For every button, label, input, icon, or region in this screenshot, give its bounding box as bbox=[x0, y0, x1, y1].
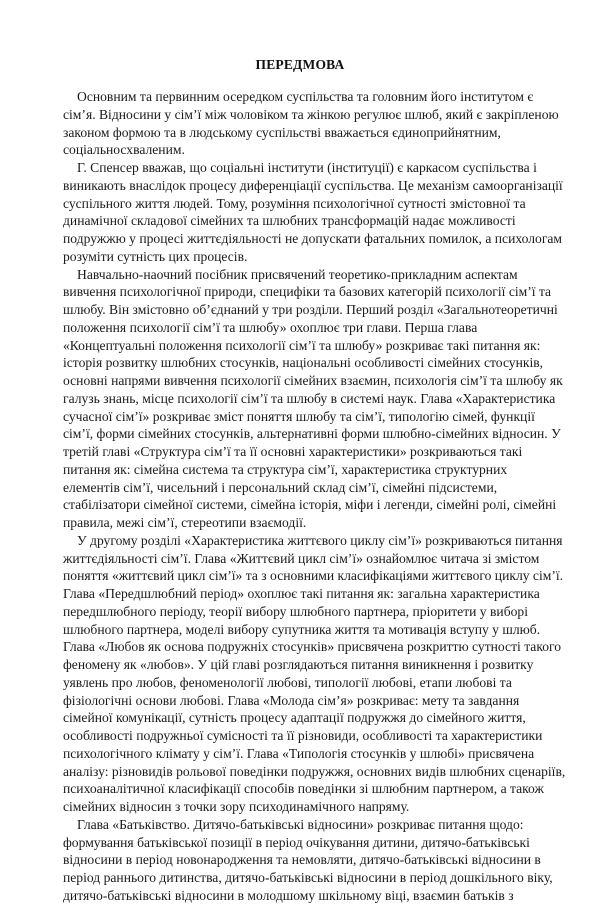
text-line: аналізу: різновидів рольової поведінки подружжя, основних видів шлюбних сценаріїв, bbox=[63, 763, 566, 779]
text-line: законом формою та в людському суспільстві вважається єдиноприйнятним, bbox=[63, 124, 501, 140]
text-line: виникають внаслідок процесу диференціації суспільства. Це механізм самоорганізації bbox=[63, 177, 563, 193]
text-line: сімейної комунікації, сутність процесу адаптації подружжя до сімейного життя, bbox=[63, 710, 526, 726]
text-line: подружжю у процесі життєдіяльності не допускати фатальних помилок, а психологам bbox=[63, 231, 563, 246]
text-line: формування батьківської позиції в період очікування дитини, дитячо-батьківські bbox=[63, 834, 530, 850]
text-line: відносини в період новонародження та немовляти, дитячо-батьківські відносини в bbox=[63, 852, 541, 868]
text-line: правила, межі сім’ї, стереотипи взаємодії. bbox=[63, 515, 307, 530]
text-line: психологічного клімату у сім’ї. Глава «Типологія стосунків у шлюбі» присвячена bbox=[63, 745, 535, 761]
text-line: передшлюбного періоду, теорії вибору шлюбного партнера, пріоритети у виборі bbox=[63, 603, 528, 619]
text-line: питання як: сімейна система та структура сім’ї, характеристика структурних bbox=[63, 461, 508, 477]
text-line: сучасної сім’ї» розкриває зміст поняття шлюбу та сім’ї, типологію сімей, функції bbox=[63, 408, 535, 424]
text-line: історія розвитку шлюбних стосунків, національні особливості сімейних стосунків, bbox=[63, 355, 544, 371]
text-line: Глава «Батьківство. Дитячо-батьківські відносини» розкриває питання щодо: bbox=[77, 816, 524, 832]
text-line: шлюбного партнера, моделі вибору супутника життя та мотивація вступу у шлюб. bbox=[63, 621, 541, 637]
text-line: динамічної складової сімейних та шлюбних трансформацій надає можливості bbox=[63, 213, 516, 229]
document-body bbox=[63, 88, 566, 905]
text-line: третій главі «Структура сім’ї та її основні характеристики» розкриваються такі bbox=[63, 444, 523, 459]
text-line: психоаналітичної класифікації способів поведінки зі шлюбним партнером, а також bbox=[63, 781, 544, 797]
text-line: вивчення психологічної природи, специфіки та базових категорій психології сім’ї та bbox=[63, 284, 552, 300]
text-line: дитячо-батьківські відносини в молодшому шкільному віці, взаємин батьків з bbox=[63, 887, 514, 903]
text-line: основні напрями вивчення психології сімейних взаємин, психологія сім’ї та шлюбу як bbox=[63, 373, 563, 388]
text-line: стабілізатори сімейної системи, сімейна історія, міфи і легенди, сімейні ролі, сімейні bbox=[63, 497, 557, 513]
text-line: період раннього дитинства, дитячо-батьківські відносини в період дошкільного віку, bbox=[63, 870, 553, 885]
text-line: Г. Спенсер вважав, що соціальні інститути (інституції) є каркасом суспільства і bbox=[77, 160, 537, 175]
text-line: уявлень про любов, феноменології любові, типології любові, етапи любові та bbox=[63, 674, 512, 690]
text-line: поняття «життєвий цикл сім’ї» та з основними класифікаціями життєвого циклу сім’ї. bbox=[63, 568, 564, 584]
text-line: суспільного життя людей. Тому, розуміння психологічної сутності змістовної та bbox=[63, 195, 526, 211]
text-line: Основним та первинним осередком суспільства та головним його інститутом є bbox=[77, 89, 534, 104]
text-line: особливості подружньої сумісності та її різновиди, особливості та характеристики bbox=[63, 728, 543, 743]
text-line: життєдіяльності сім’ї. Глава «Життєвий цикл сім’ї» ознайомлює читача зі змістом bbox=[63, 550, 540, 566]
text-line: фізіологічні основи любові. Глава «Молода сім’я» розкриває: мету та завдання bbox=[63, 692, 520, 708]
text-line: елементів сім’ї, чисельний і персональний склад сім’ї, сімейні підсистеми, bbox=[63, 479, 498, 495]
text-line: «Концептуальні положення психології сім’ї та шлюбу» розкриває такі питання як: bbox=[63, 337, 541, 353]
text-line: сім’ї, форми сімейних стосунків, альтернативні форми шлюбно-сімейних відносин. У bbox=[63, 426, 561, 442]
text-line: сім’я. Відносини у сім’ї між чоловіком та жінкою регулює шлюб, який є закріпленою bbox=[63, 106, 559, 122]
text-line: шлюбу. Він змістовно об’єднаний у три розділи. Перший розділ «Загальнотеоретичні bbox=[63, 302, 558, 317]
text-line: положення психології сім’ї та шлюбу» охоплює три глави. Перша глава bbox=[63, 319, 478, 335]
page-title: ПЕРЕДМОВА bbox=[255, 57, 345, 72]
text-line: галузь знань, місце психології сім’ї та шлюбу в системі наук. Глава «Характеристика bbox=[63, 390, 556, 406]
paragraph bbox=[63, 266, 563, 532]
text-line: феномену як «любов». У цій главі розглядаються питання виникнення і розвитку bbox=[63, 657, 534, 672]
text-line: Глава «Передшлюбний період» охоплює такі питання як: загальна характеристика bbox=[63, 586, 540, 601]
text-line: Глава «Любов як основа подружніх стосунків» присвячена розкриттю сутності такого bbox=[63, 639, 562, 655]
text-line: Навчально-наочний посібник присвячений теоретико-прикладним аспектам bbox=[77, 266, 518, 282]
text-line: У другому розділі «Характеристика життєвого циклу сім’ї» розкриваються питання bbox=[77, 532, 563, 548]
text-line: соціальносхваленим. bbox=[63, 142, 185, 158]
paragraph bbox=[63, 88, 559, 159]
text-line: сімейних відносин з точки зору психодинамічного напряму. bbox=[63, 799, 410, 814]
text-line: розуміти сутність цих процесів. bbox=[63, 248, 248, 264]
paragraph bbox=[63, 532, 566, 816]
paragraph bbox=[63, 159, 563, 266]
paragraph bbox=[63, 816, 552, 905]
